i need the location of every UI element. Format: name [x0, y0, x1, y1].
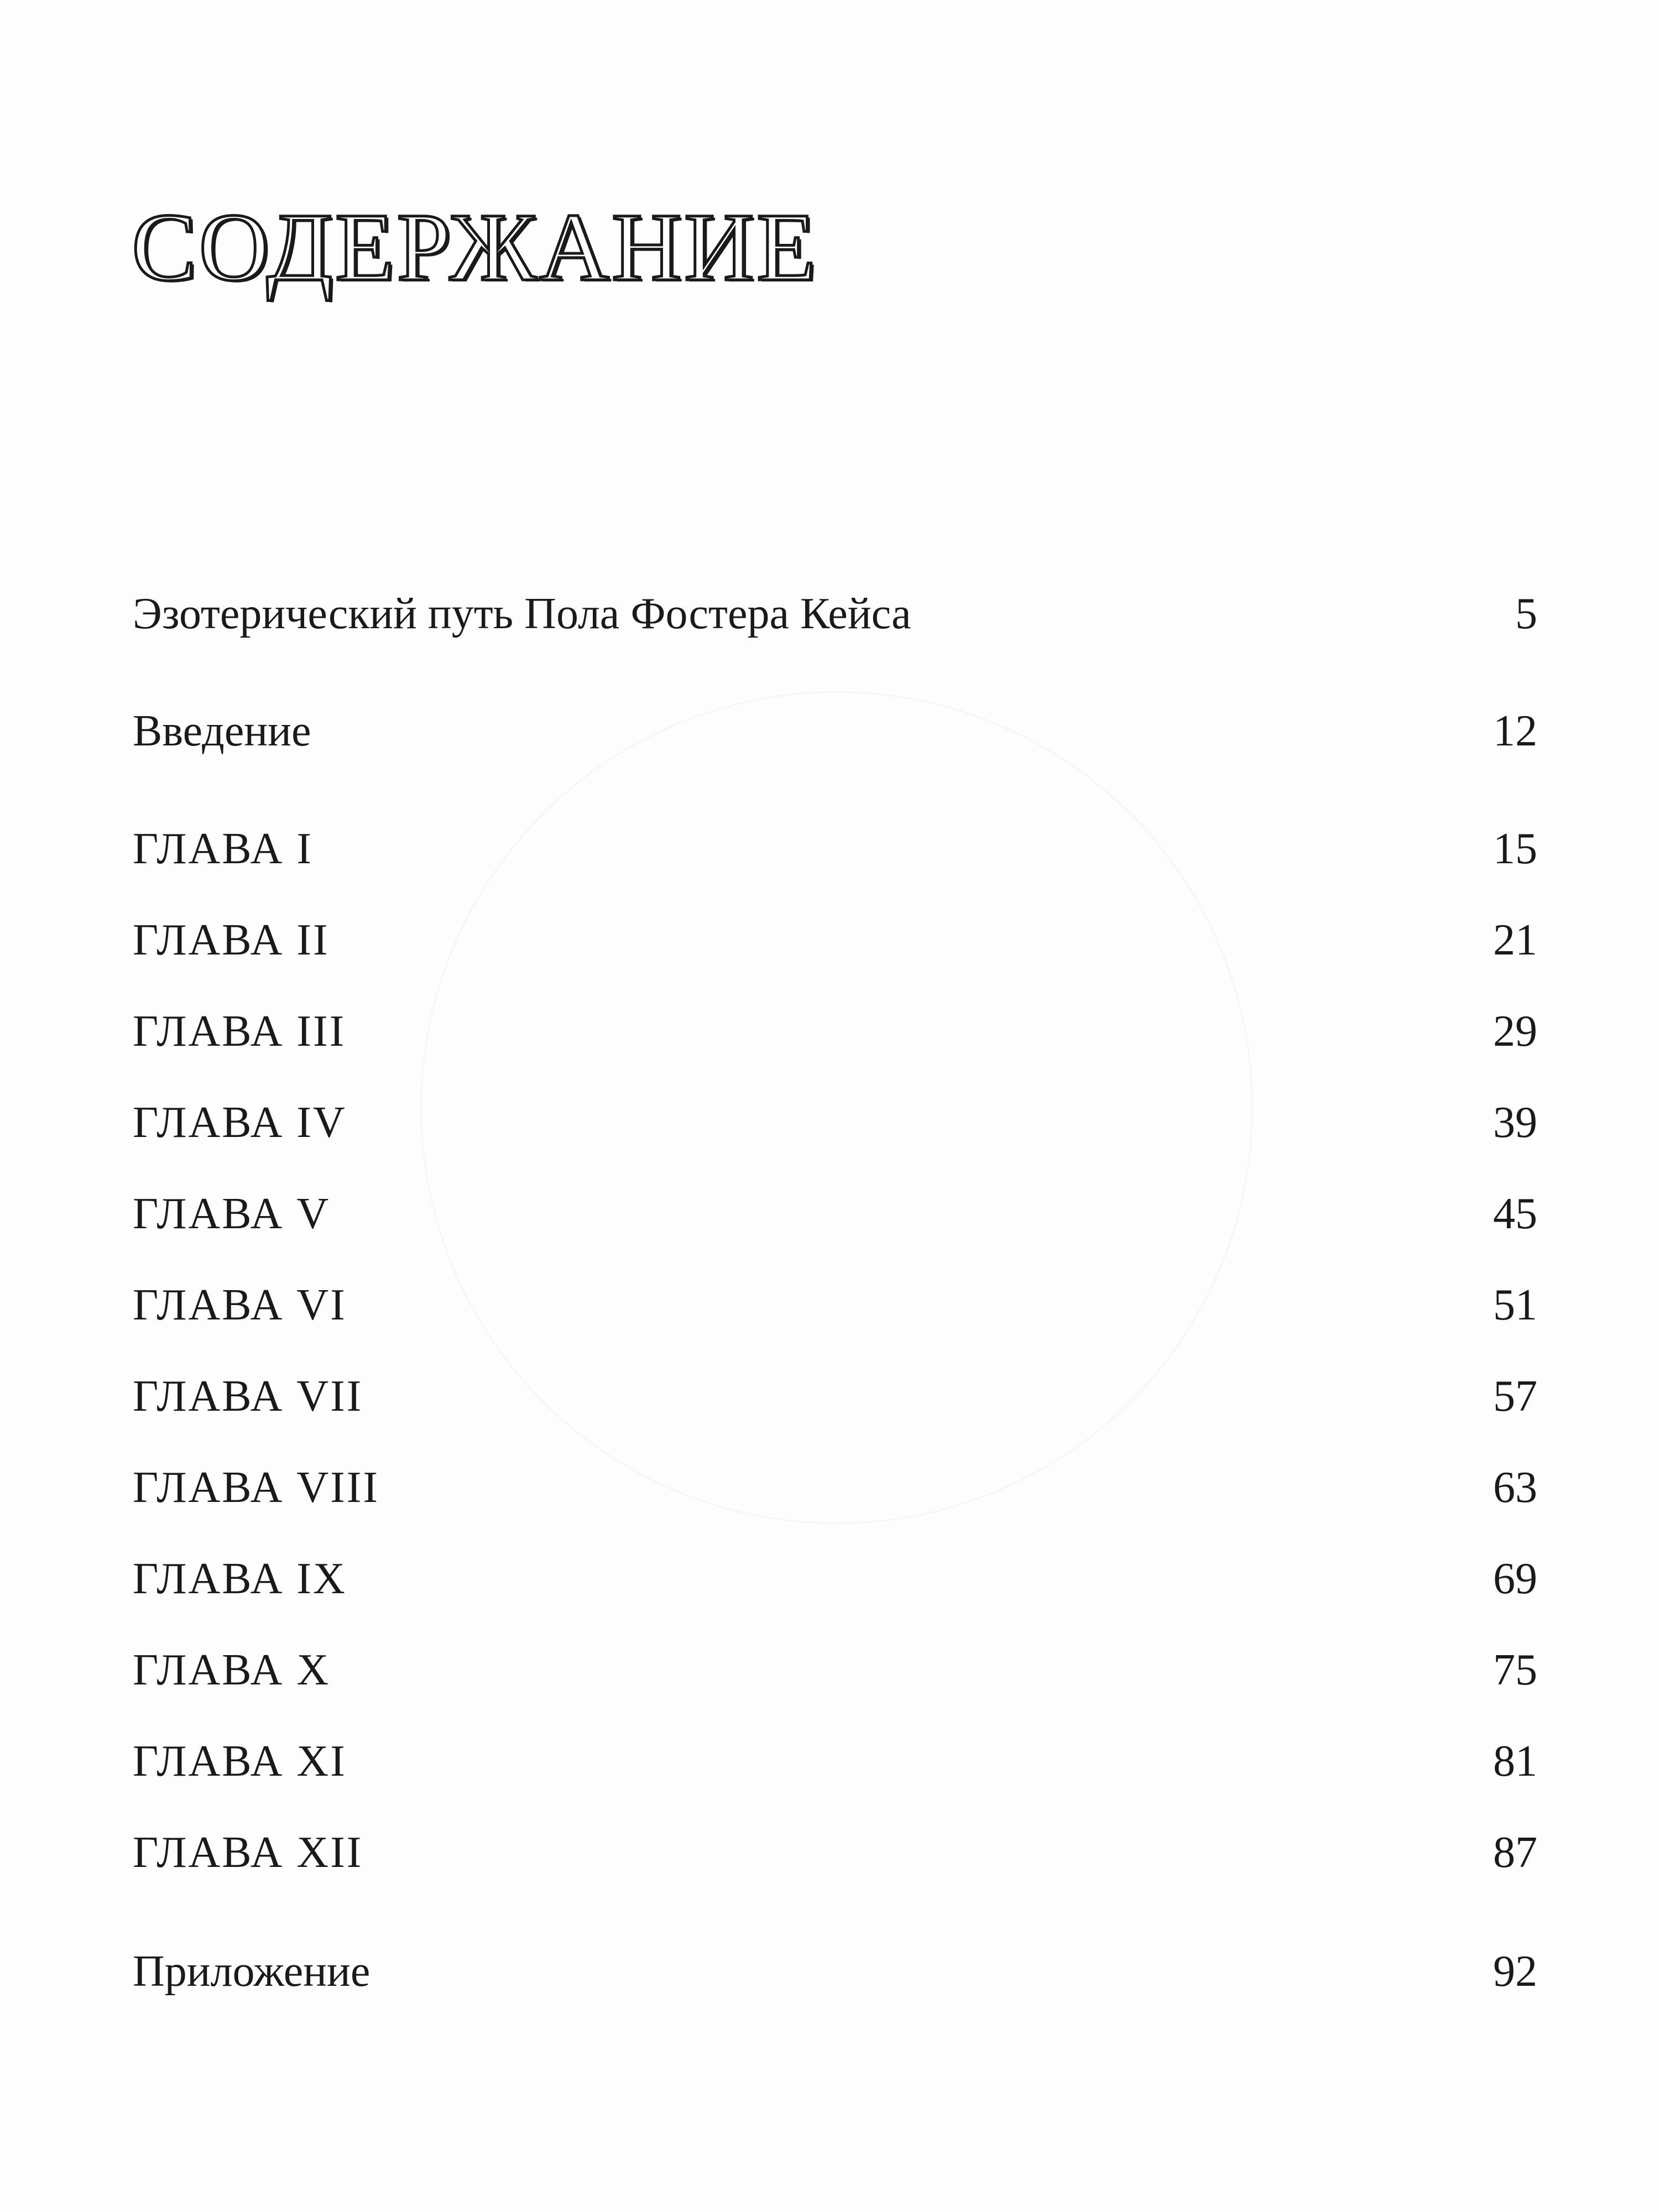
toc-entry-label: ГЛАВА XII [133, 1828, 363, 1877]
toc-entry-page-number: 75 [1493, 1646, 1537, 1694]
toc-entry-label: ГЛАВА V [133, 1190, 331, 1238]
toc-entry-chapter-8 [133, 1454, 1537, 1521]
toc-entry-chapter-12 [133, 1819, 1537, 1886]
toc-entry-page-number: 5 [1515, 589, 1537, 638]
toc-entry-label: ГЛАВА II [133, 916, 330, 964]
toc-entry-page-number: 69 [1493, 1554, 1537, 1603]
toc-entry-page-number: 92 [1493, 1947, 1537, 1996]
toc-entry-chapter-4 [133, 1089, 1537, 1156]
toc-entry-page-number: 57 [1493, 1372, 1537, 1421]
toc-entry-label: ГЛАВА VI [133, 1281, 347, 1329]
toc-entry-page-number: 63 [1493, 1463, 1537, 1512]
toc-entry-page-number: 29 [1493, 1007, 1537, 1056]
toc-entry-label: Эзотерический путь Пола Фостера Кейса [133, 589, 911, 638]
toc-entry-chapter-1 [133, 816, 1537, 882]
toc-entry-page-number: 45 [1493, 1190, 1537, 1238]
toc-entry-label: ГЛАВА VII [133, 1372, 363, 1421]
toc-entry-label: ГЛАВА III [133, 1007, 346, 1056]
page-title: СОДЕРЖАНИЕ [132, 194, 818, 301]
toc-entry-page-number: 15 [1493, 825, 1537, 873]
toc-entry-chapter-5 [133, 1181, 1537, 1247]
toc-entry-page-number: 51 [1493, 1281, 1537, 1329]
toc-entry-label: ГЛАВА X [133, 1646, 331, 1694]
toc-entry-label: ГЛАВА I [133, 825, 313, 873]
toc-entry-foreword [133, 581, 1537, 647]
toc-entry-page-number: 39 [1493, 1098, 1537, 1147]
toc-entry-chapter-11 [133, 1728, 1537, 1794]
toc-entry-chapter-2 [133, 907, 1537, 973]
toc-entry-label: ГЛАВА XI [133, 1737, 347, 1786]
toc-entry-chapter-3 [133, 998, 1537, 1065]
toc-entry-label: ГЛАВА IV [133, 1098, 347, 1147]
toc-entry-label: Приложение [133, 1947, 371, 1996]
toc-entry-label: Введение [133, 707, 311, 755]
toc-entry-label: ГЛАВА VIII [133, 1463, 380, 1512]
toc-entry-introduction [133, 698, 1537, 764]
toc-entry-page-number: 21 [1493, 916, 1537, 964]
toc-entry-page-number: 87 [1493, 1828, 1537, 1877]
toc-entry-chapter-9 [133, 1546, 1537, 1612]
toc-entry-page-number: 81 [1493, 1737, 1537, 1786]
toc-entry-page-number: 12 [1493, 707, 1537, 755]
toc-entry-appendix [133, 1938, 1537, 2005]
toc-entry-label: ГЛАВА IX [133, 1554, 347, 1603]
toc-entry-chapter-6 [133, 1272, 1537, 1338]
toc-entry-chapter-10 [133, 1637, 1537, 1703]
toc-entry-chapter-7 [133, 1363, 1537, 1430]
